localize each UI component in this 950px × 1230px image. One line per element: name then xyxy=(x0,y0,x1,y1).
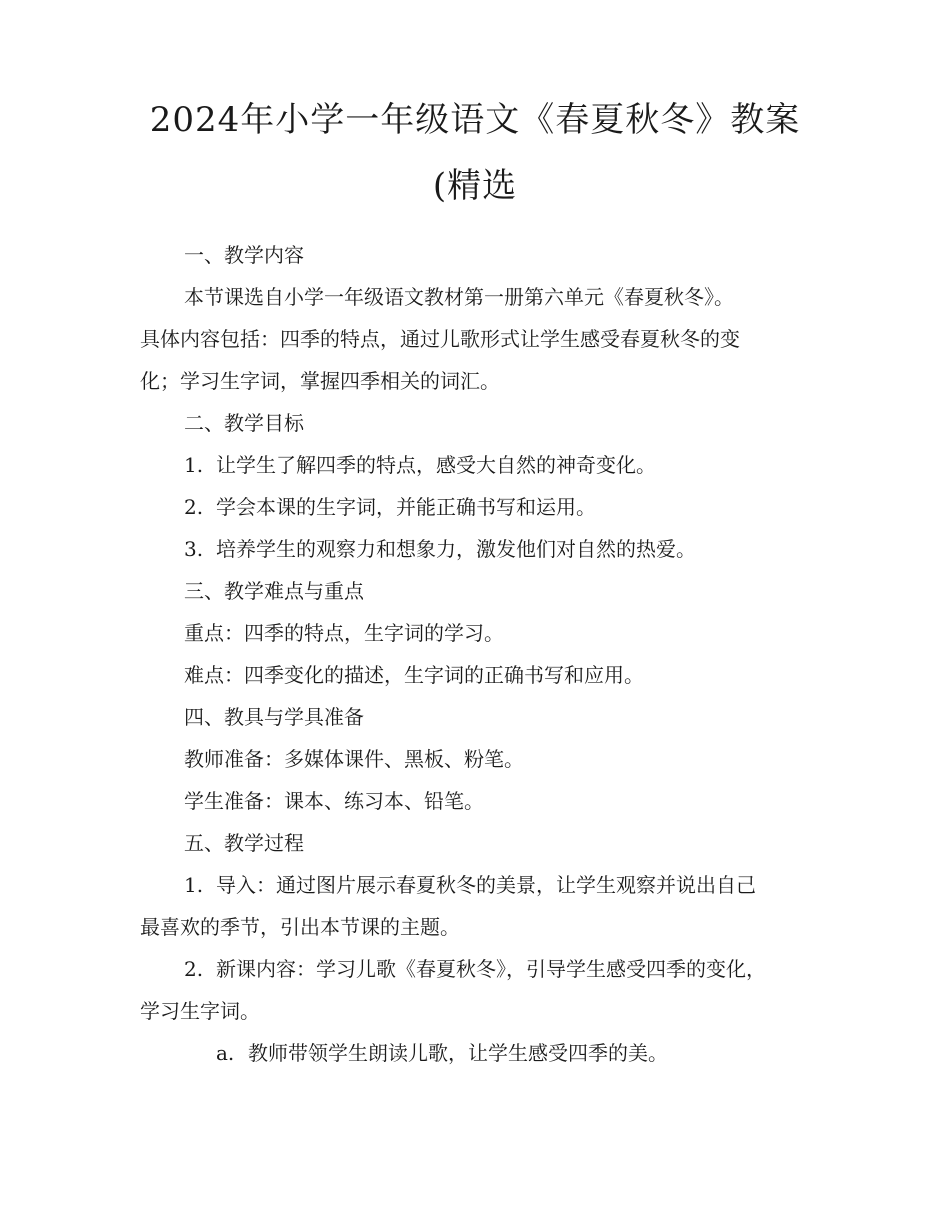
numbered-item: 1. 导入：通过图片展示春夏秋冬的美景，让学生观察并说出自己 xyxy=(184,873,756,897)
paragraph-line: 本节课选自小学一年级语文教材第一册第六单元《春夏秋冬》。 xyxy=(184,285,734,309)
paragraph-line: 难点：四季变化的描述，生字词的正确书写和应用。 xyxy=(184,663,644,687)
paragraph-line: 重点：四季的特点，生字词的学习。 xyxy=(184,621,504,645)
section-heading-3: 三、教学难点与重点 xyxy=(184,579,364,603)
paragraph-line: 具体内容包括：四季的特点，通过儿歌形式让学生感受春夏秋冬的变 xyxy=(140,327,740,351)
paragraph-line: 学生准备：课本、练习本、铅笔。 xyxy=(184,789,484,813)
paragraph-line: 化；学习生字词，掌握四季相关的词汇。 xyxy=(140,369,500,393)
numbered-item: 2. 新课内容：学习儿歌《春夏秋冬》，引导学生感受四季的变化， xyxy=(184,957,766,981)
numbered-item: 3. 培养学生的观察力和想象力，激发他们对自然的热爱。 xyxy=(184,537,696,561)
numbered-item: 1. 让学生了解四季的特点，感受大自然的神奇变化。 xyxy=(184,453,656,477)
document-body xyxy=(140,234,810,1074)
sub-item: a. 教师带领学生朗读儿歌，让学生感受四季的美。 xyxy=(216,1041,668,1065)
document-title-line-1: 2024年小学一年级语文《春夏秋冬》教案 xyxy=(149,100,801,140)
section-heading-5: 五、教学过程 xyxy=(184,831,304,855)
section-heading-2: 二、教学目标 xyxy=(184,411,304,435)
document-title-line-2: (精选 xyxy=(432,166,518,206)
section-heading-4: 四、教具与学具准备 xyxy=(184,705,364,729)
numbered-item: 2. 学会本课的生字词，并能正确书写和运用。 xyxy=(184,495,596,519)
paragraph-line: 最喜欢的季节，引出本节课的主题。 xyxy=(140,915,460,939)
section-heading-1: 一、教学内容 xyxy=(184,243,304,267)
paragraph-line: 学习生字词。 xyxy=(140,999,260,1023)
paragraph-line: 教师准备：多媒体课件、黑板、粉笔。 xyxy=(184,747,524,771)
